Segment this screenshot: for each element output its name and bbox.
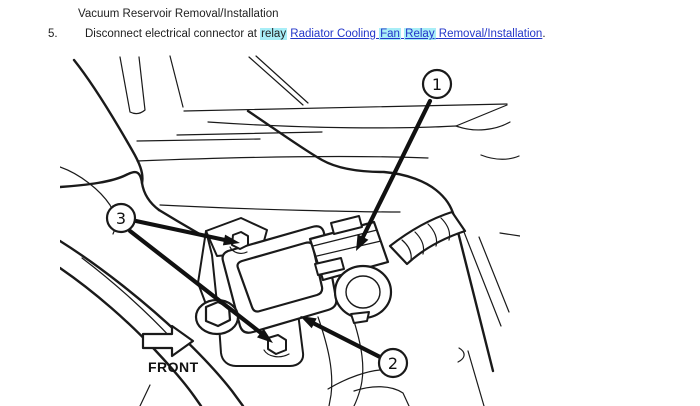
link-segment: Removal/Installation [438, 28, 543, 40]
step-item [48, 28, 546, 41]
wire-loom [390, 212, 465, 264]
section-heading: Vacuum Reservoir Removal/Installation [78, 8, 279, 20]
svg-text:1: 1 [431, 75, 443, 94]
search-highlight-relay2: Relay [405, 28, 435, 40]
search-highlight-relay: relay [261, 28, 287, 40]
svg-text:2: 2 [387, 354, 399, 373]
step-number: 5. [48, 28, 58, 40]
front-direction-arrow-icon [143, 326, 199, 375]
frame-bolt [196, 300, 238, 334]
svg-text:3: 3 [115, 209, 127, 228]
callout-1 [423, 70, 451, 98]
callout-3 [107, 204, 135, 232]
step-text: Disconnect electrical connector at [85, 28, 261, 40]
relay-location-illustration [60, 55, 520, 406]
figure-diagram [60, 55, 520, 406]
search-highlight-fan: Fan [380, 28, 400, 40]
sentence-period: . [542, 28, 546, 40]
front-label: FRONT [148, 359, 199, 375]
callout-2 [379, 349, 407, 377]
link-segment: Radiator Cooling [290, 28, 380, 40]
procedure-link[interactable] [290, 28, 542, 40]
